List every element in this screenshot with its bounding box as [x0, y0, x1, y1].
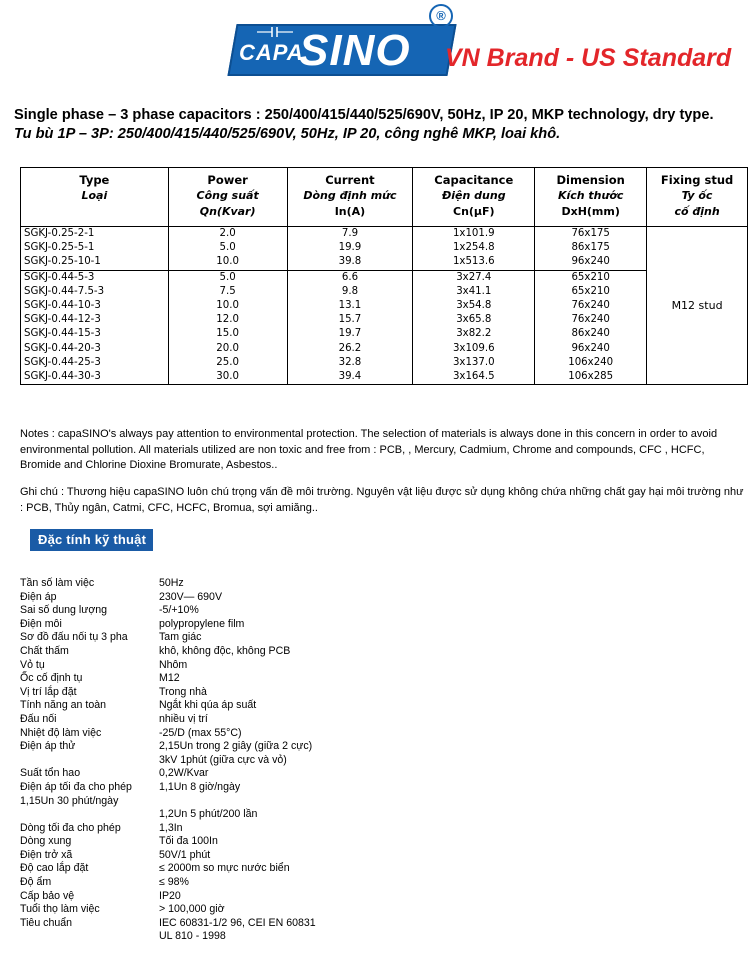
- cell-power: 20.0: [168, 342, 287, 356]
- cell-fixing-stud: M12 stud: [647, 227, 748, 385]
- table-row: [21, 227, 748, 242]
- cell-current: 19.7: [287, 327, 413, 341]
- property-label: Chất thấm: [20, 644, 69, 657]
- property-value: IEC 60831-1/2 96, CEI EN 60831: [159, 916, 316, 929]
- title-vietnamese: Tu bù 1P – 3P: 250/400/415/440/525/690V, 50Hz, IP 20, công nghê MKP, loai khô.: [14, 126, 561, 142]
- title-english: Single phase – 3 phase capacitors : 250/400/415/440/525/690V, 50Hz, IP 20, MKP technology, dry type.: [14, 107, 714, 123]
- cell-current: 32.8: [287, 356, 413, 370]
- property-label: Sai số dung lượng: [20, 604, 108, 617]
- property-label: Điện áp tối đa cho phép: [20, 780, 132, 793]
- property-value: -25/D (max 55°C): [159, 726, 242, 739]
- cell-dimension: 76x175: [535, 227, 647, 242]
- cell-current: 19.9: [287, 241, 413, 255]
- property-label: Vị trí lắp đặt: [20, 685, 77, 698]
- property-label: Sơ đồ đấu nối tụ 3 pha: [20, 631, 128, 644]
- cell-dimension: 76x240: [535, 313, 647, 327]
- property-label: Nhiệt độ làm việc: [20, 726, 102, 739]
- property-label: Tuổi thọ làm việc: [20, 903, 100, 916]
- cell-power: 25.0: [168, 356, 287, 370]
- property-value: 230V— 690V: [159, 590, 223, 603]
- property-value: Ngắt khi qúa áp suất: [159, 699, 257, 712]
- cell-dimension: 86x175: [535, 241, 647, 255]
- table-row: [21, 370, 748, 385]
- logo-capa-text: CAPA: [239, 40, 304, 65]
- property-label: Suất tổn hao: [20, 767, 81, 780]
- property-value: 1,2Un 5 phút/200 lần: [159, 808, 258, 821]
- cell-capacitance: 3x65.8: [413, 313, 535, 327]
- brand-header: [229, 6, 749, 80]
- cell-capacitance: 3x41.1: [413, 285, 535, 299]
- property-label: Tiêu chuẩn: [20, 916, 73, 929]
- property-label: Đấu nối: [20, 712, 57, 725]
- property-label: Cấp bảo vệ: [20, 889, 75, 902]
- cell-type: SGKJ-0.44-15-3: [21, 327, 169, 341]
- header-power: Power Công suất Qn(Kvar): [168, 168, 287, 227]
- cell-capacitance: 3x27.4: [413, 270, 535, 285]
- cell-current: 39.8: [287, 255, 413, 270]
- cell-type: SGKJ-0.25-5-1: [21, 241, 169, 255]
- property-label: Điện trở xã: [20, 848, 73, 861]
- cell-capacitance: 3x82.2: [413, 327, 535, 341]
- table-header-row: [21, 168, 748, 227]
- cell-dimension: 96x240: [535, 342, 647, 356]
- property-value: 0,2W/Kvar: [159, 767, 209, 780]
- capacitor-spec-table: [20, 167, 748, 385]
- property-label: Tính năng an toàn: [20, 699, 106, 712]
- table-row: [21, 270, 748, 285]
- cell-power: 12.0: [168, 313, 287, 327]
- property-label: Tần số làm việc: [20, 577, 95, 589]
- cell-power: 10.0: [168, 299, 287, 313]
- property-value: 50V/1 phút: [159, 848, 211, 861]
- header-capacitance: Capacitance Điện dung Cn(μF): [413, 168, 535, 227]
- cell-current: 7.9: [287, 227, 413, 242]
- notes-vietnamese: Ghi chú : Thương hiệu capaSINO luôn chú trọng vấn đề môi trường. Nguyên vật liệu được sử dụng không chứa những chất gay hại môi trường như : PCB, Thủy ngân, Catmi, CFC, HCFC, Bromua, sợi amiăng..: [20, 486, 744, 514]
- cell-capacitance: 1x254.8: [413, 241, 535, 255]
- cell-power: 30.0: [168, 370, 287, 385]
- cell-dimension: 106x240: [535, 356, 647, 370]
- cell-type: SGKJ-0.44-5-3: [21, 270, 169, 285]
- property-label: 1,15Un 30 phút/ngày: [20, 794, 119, 807]
- property-value: -5/+10%: [159, 604, 199, 617]
- cell-type: SGKJ-0.25-10-1: [21, 255, 169, 270]
- notes-english: Notes : capaSINO's always pay attention to environmental protection. The selection of materials is always done in this concern in order to avoid environmental pollution. All materials utilized are non toxic and free from : PCB, , Mercury, Cadmium, Chrome and compounds, CFC , HCFC, Bromide and Chlorine Dioxine Bromurate, Asbestos..: [20, 428, 718, 471]
- cell-capacitance: 1x101.9: [413, 227, 535, 242]
- cell-power: 10.0: [168, 255, 287, 270]
- cell-current: 26.2: [287, 342, 413, 356]
- cell-power: 2.0: [168, 227, 287, 242]
- property-value: khô, không độc, không PCB: [159, 644, 291, 657]
- property-value: 50Hz: [159, 577, 184, 589]
- property-value: Tam giác: [159, 631, 202, 644]
- property-value: ≤ 2000m so mực nước biển: [159, 862, 290, 875]
- registered-mark: ®: [429, 4, 453, 28]
- cell-type: SGKJ-0.44-25-3: [21, 356, 169, 370]
- brand-slogan: VN Brand - US Standard: [445, 44, 732, 72]
- cell-current: 13.1: [287, 299, 413, 313]
- table-row: [21, 299, 748, 313]
- property-value: nhiều vị trí: [159, 712, 208, 725]
- cell-dimension: 65x210: [535, 285, 647, 299]
- table-row: [21, 327, 748, 341]
- cell-power: 5.0: [168, 241, 287, 255]
- property-label: Ốc cố định tụ: [20, 672, 83, 685]
- property-value: Nhôm: [159, 658, 188, 671]
- cell-type: SGKJ-0.44-10-3: [21, 299, 169, 313]
- cell-dimension: 86x240: [535, 327, 647, 341]
- property-value: polypropylene film: [159, 617, 245, 630]
- cell-capacitance: 3x137.0: [413, 356, 535, 370]
- header-type: Type Loại: [21, 168, 169, 227]
- cell-capacitance: 3x109.6: [413, 342, 535, 356]
- cell-current: 9.8: [287, 285, 413, 299]
- property-label: Dòng xung: [20, 835, 72, 848]
- cell-type: SGKJ-0.25-2-1: [21, 227, 169, 242]
- cell-current: 6.6: [287, 270, 413, 285]
- property-value: IP20: [159, 889, 181, 902]
- cell-type: SGKJ-0.44-20-3: [21, 342, 169, 356]
- logo-sino-text: SINO: [299, 26, 411, 75]
- property-value: Tối đa 100In: [159, 835, 218, 848]
- header-current: Current Dòng định mức In(A): [287, 168, 413, 227]
- table-row: [21, 356, 748, 370]
- property-label: Độ ẩm: [20, 876, 52, 889]
- property-label: Điện môi: [20, 617, 62, 630]
- property-value: 1,1Un 8 giờ/ngày: [159, 780, 241, 793]
- cell-capacitance: 3x164.5: [413, 370, 535, 385]
- header-dimension: Dimension Kích thước DxH(mm): [535, 168, 647, 227]
- cell-capacitance: 3x54.8: [413, 299, 535, 313]
- cell-capacitance: 1x513.6: [413, 255, 535, 270]
- property-value: 1,3In: [159, 821, 183, 834]
- cell-power: 5.0: [168, 270, 287, 285]
- cell-power: 15.0: [168, 327, 287, 341]
- property-value: UL 810 - 1998: [159, 930, 226, 943]
- property-label: Độ cao lắp đặt: [20, 862, 89, 875]
- table-row: [21, 255, 748, 270]
- cell-dimension: 96x240: [535, 255, 647, 270]
- property-label: Vỏ tụ: [20, 658, 45, 671]
- table-row: [21, 313, 748, 327]
- cell-type: SGKJ-0.44-30-3: [21, 370, 169, 385]
- property-label: Dòng tối đa cho phép: [20, 821, 121, 834]
- table-row: [21, 342, 748, 356]
- cell-type: SGKJ-0.44-7.5-3: [21, 285, 169, 299]
- table-row: [21, 285, 748, 299]
- cell-power: 7.5: [168, 285, 287, 299]
- cell-dimension: 106x285: [535, 370, 647, 385]
- property-label: Điện áp: [20, 590, 57, 603]
- property-value: ≤ 98%: [159, 876, 189, 889]
- property-value: 3kV 1phút (giữa cực và vỏ): [159, 753, 287, 766]
- cell-dimension: 76x240: [535, 299, 647, 313]
- table-row: [21, 241, 748, 255]
- cell-current: 15.7: [287, 313, 413, 327]
- capacitor-icon: [257, 26, 293, 38]
- section-title: Đặc tính kỹ thuật: [30, 529, 153, 551]
- cell-type: SGKJ-0.44-12-3: [21, 313, 169, 327]
- property-value: Trong nhà: [159, 685, 207, 698]
- property-label: Điện áp thử: [20, 740, 76, 753]
- property-value: 2,15Un trong 2 giây (giữa 2 cực): [159, 740, 313, 753]
- property-value: M12: [159, 672, 180, 685]
- property-value: > 100,000 giờ: [159, 903, 225, 916]
- cell-current: 39.4: [287, 370, 413, 385]
- cell-dimension: 65x210: [535, 270, 647, 285]
- header-fixing-stud: Fixing stud Ty ốc cố định: [647, 168, 748, 227]
